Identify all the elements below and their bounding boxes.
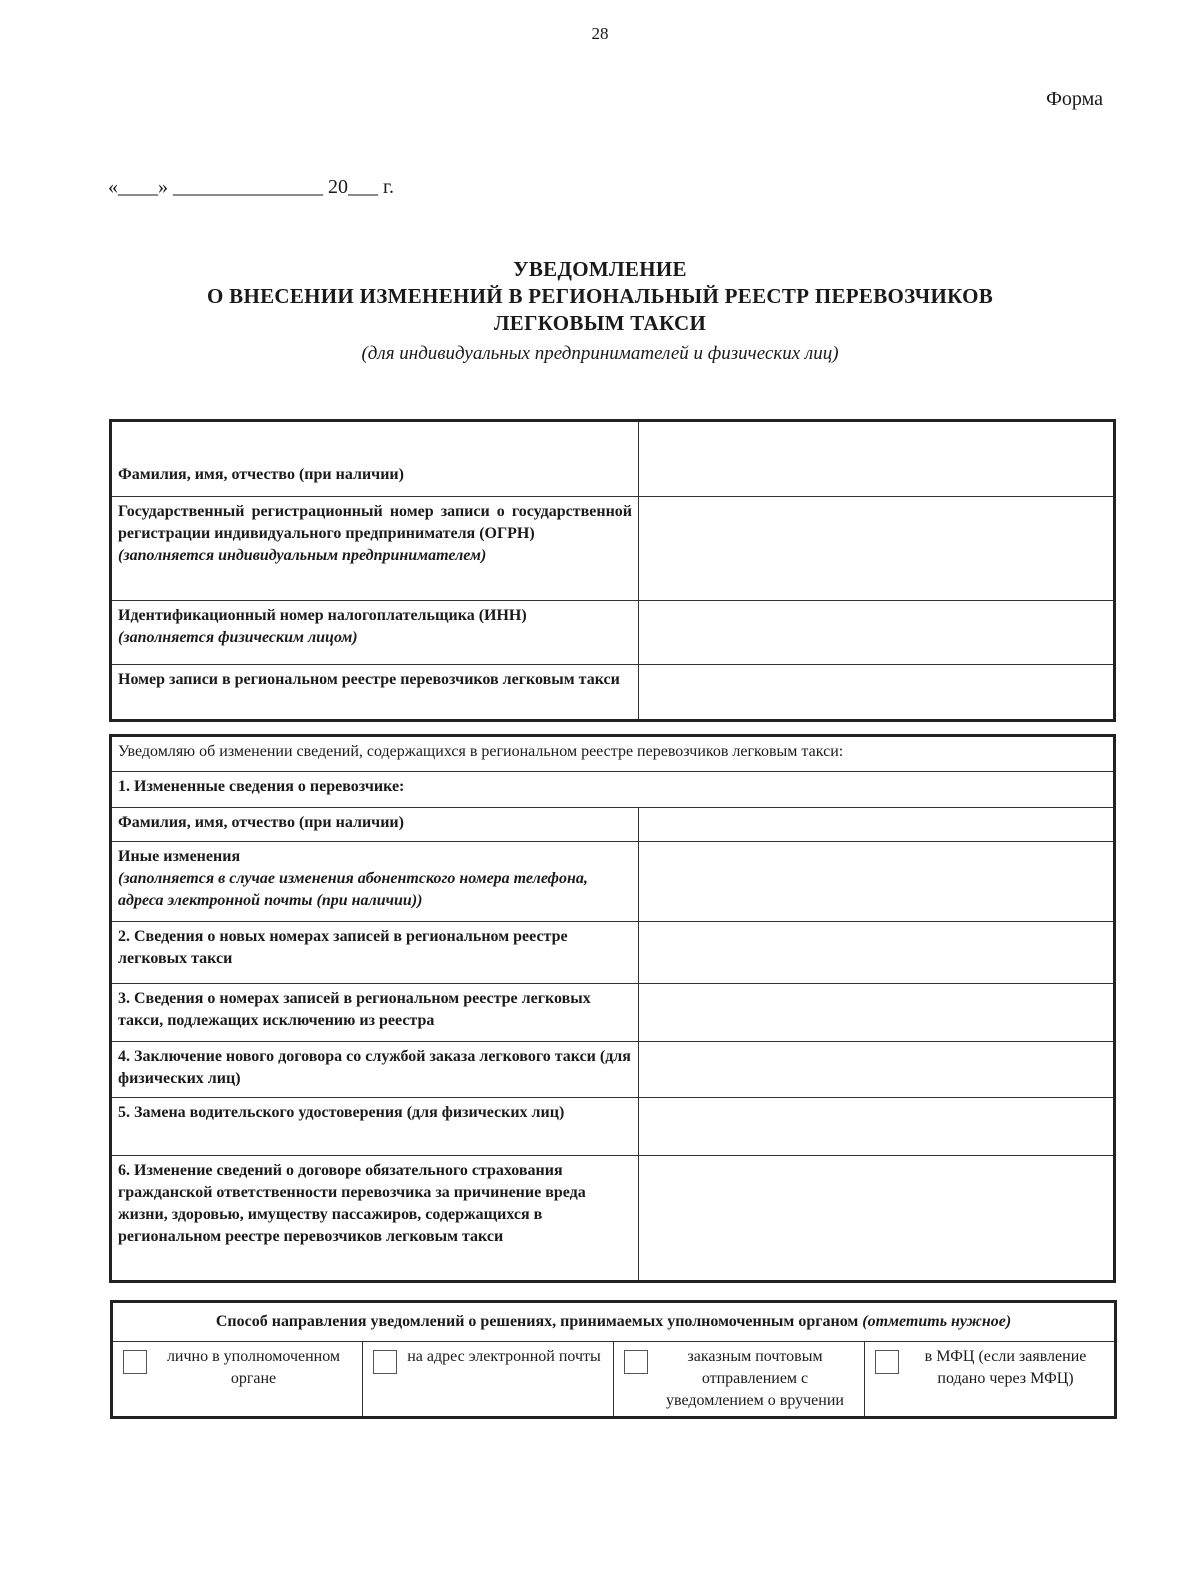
table-row	[111, 808, 1115, 842]
table-row	[112, 1342, 1116, 1418]
method-option-registered-mail[interactable]: заказным почтовым отправлением с уведомлением о вручении	[614, 1342, 865, 1418]
row-label: Государственный регистрационный номер записи о государственной регистрации индивидуального предпринимателя (ОГРН) (заполняется индивидуальным предпринимателем)	[111, 497, 639, 601]
ogrn-value-field[interactable]	[639, 497, 1115, 601]
other-changes-value-field[interactable]	[639, 842, 1115, 922]
title-line-3: ЛЕГКОВЫМ ТАКСИ	[493, 311, 707, 335]
date-field[interactable]: «____» _______________ 20___ г.	[108, 176, 394, 198]
method-header: Способ направления уведомлений о решениях, принимаемых уполномоченным органом (отметить нужное)	[112, 1302, 1116, 1342]
checkbox-in-person[interactable]	[123, 1350, 147, 1374]
row-label: Номер записи в региональном реестре перевозчиков легковым такси	[111, 665, 639, 721]
row-label: Фамилия, имя, отчество (при наличии)	[111, 421, 639, 497]
row-label: 3. Сведения о номерах записей в региональном реестре легковых такси, подлежащих исключению из реестра	[111, 984, 639, 1042]
form-label: Форма	[1046, 88, 1103, 110]
fullname-value-field[interactable]	[639, 421, 1115, 497]
excluded-records-value-field[interactable]	[639, 984, 1115, 1042]
table-row	[111, 1042, 1115, 1098]
checkbox-registered-mail[interactable]	[624, 1350, 648, 1374]
changes-table	[109, 734, 1116, 1283]
registry-number-value-field[interactable]	[639, 665, 1115, 721]
carrier-info-table	[109, 419, 1116, 722]
page-number: 28	[591, 24, 609, 43]
table-row	[111, 984, 1115, 1042]
title-line-1: УВЕДОМЛЕНИЕ	[513, 257, 687, 281]
table-row	[111, 772, 1115, 808]
insurance-change-value-field[interactable]	[639, 1156, 1115, 1282]
new-fullname-value-field[interactable]	[639, 808, 1115, 842]
table-row	[111, 1156, 1115, 1282]
changes-subheader: 1. Измененные сведения о перевозчике:	[111, 772, 1115, 808]
changes-header: Уведомляю об изменении сведений, содержащихся в региональном реестре перевозчиков легковым такси:	[111, 736, 1115, 772]
row-label: 4. Заключение нового договора со службой заказа легкового такси (для физических лиц)	[111, 1042, 639, 1098]
checkbox-email[interactable]	[373, 1350, 397, 1374]
checkbox-mfc[interactable]	[875, 1350, 899, 1374]
inn-value-field[interactable]	[639, 601, 1115, 665]
table-row	[111, 665, 1115, 721]
table-row	[111, 1098, 1115, 1156]
method-option-email[interactable]: на адрес электронной почты	[363, 1342, 614, 1418]
row-label: 2. Сведения о новых номерах записей в региональном реестре легковых такси	[111, 922, 639, 984]
method-option-mfc[interactable]: в МФЦ (если заявление подано через МФЦ)	[865, 1342, 1116, 1418]
table-row	[111, 601, 1115, 665]
table-row	[111, 421, 1115, 497]
row-label: 5. Замена водительского удостоверения (для физических лиц)	[111, 1098, 639, 1156]
notification-method-table	[110, 1300, 1117, 1419]
method-option-in-person[interactable]: лично в уполномоченном органе	[112, 1342, 363, 1418]
row-label: Иные изменения (заполняется в случае изменения абонентского номера телефона, адреса электронной почты (при наличии))	[111, 842, 639, 922]
row-label: Фамилия, имя, отчество (при наличии)	[111, 808, 639, 842]
table-row	[111, 736, 1115, 772]
document-subtitle: (для индивидуальных предпринимателей и физических лиц)	[361, 343, 839, 364]
license-replacement-value-field[interactable]	[639, 1098, 1115, 1156]
table-row	[111, 922, 1115, 984]
table-row	[111, 842, 1115, 922]
row-label: 6. Изменение сведений о договоре обязательного страхования гражданской ответственности перевозчика за причинение вреда жизни, здоровью, имуществу пассажиров, содержащихся в региональном реестре перевозчиков легковым такси	[111, 1156, 639, 1282]
title-line-2: О ВНЕСЕНИИ ИЗМЕНЕНИЙ В РЕГИОНАЛЬНЫЙ РЕЕСТР ПЕРЕВОЗЧИКОВ	[206, 284, 994, 308]
row-label: Идентификационный номер налогоплательщика (ИНН) (заполняется физическим лицом)	[111, 601, 639, 665]
table-row	[111, 497, 1115, 601]
new-records-value-field[interactable]	[639, 922, 1115, 984]
document-title	[0, 256, 1200, 367]
table-row	[112, 1302, 1116, 1342]
new-contract-value-field[interactable]	[639, 1042, 1115, 1098]
